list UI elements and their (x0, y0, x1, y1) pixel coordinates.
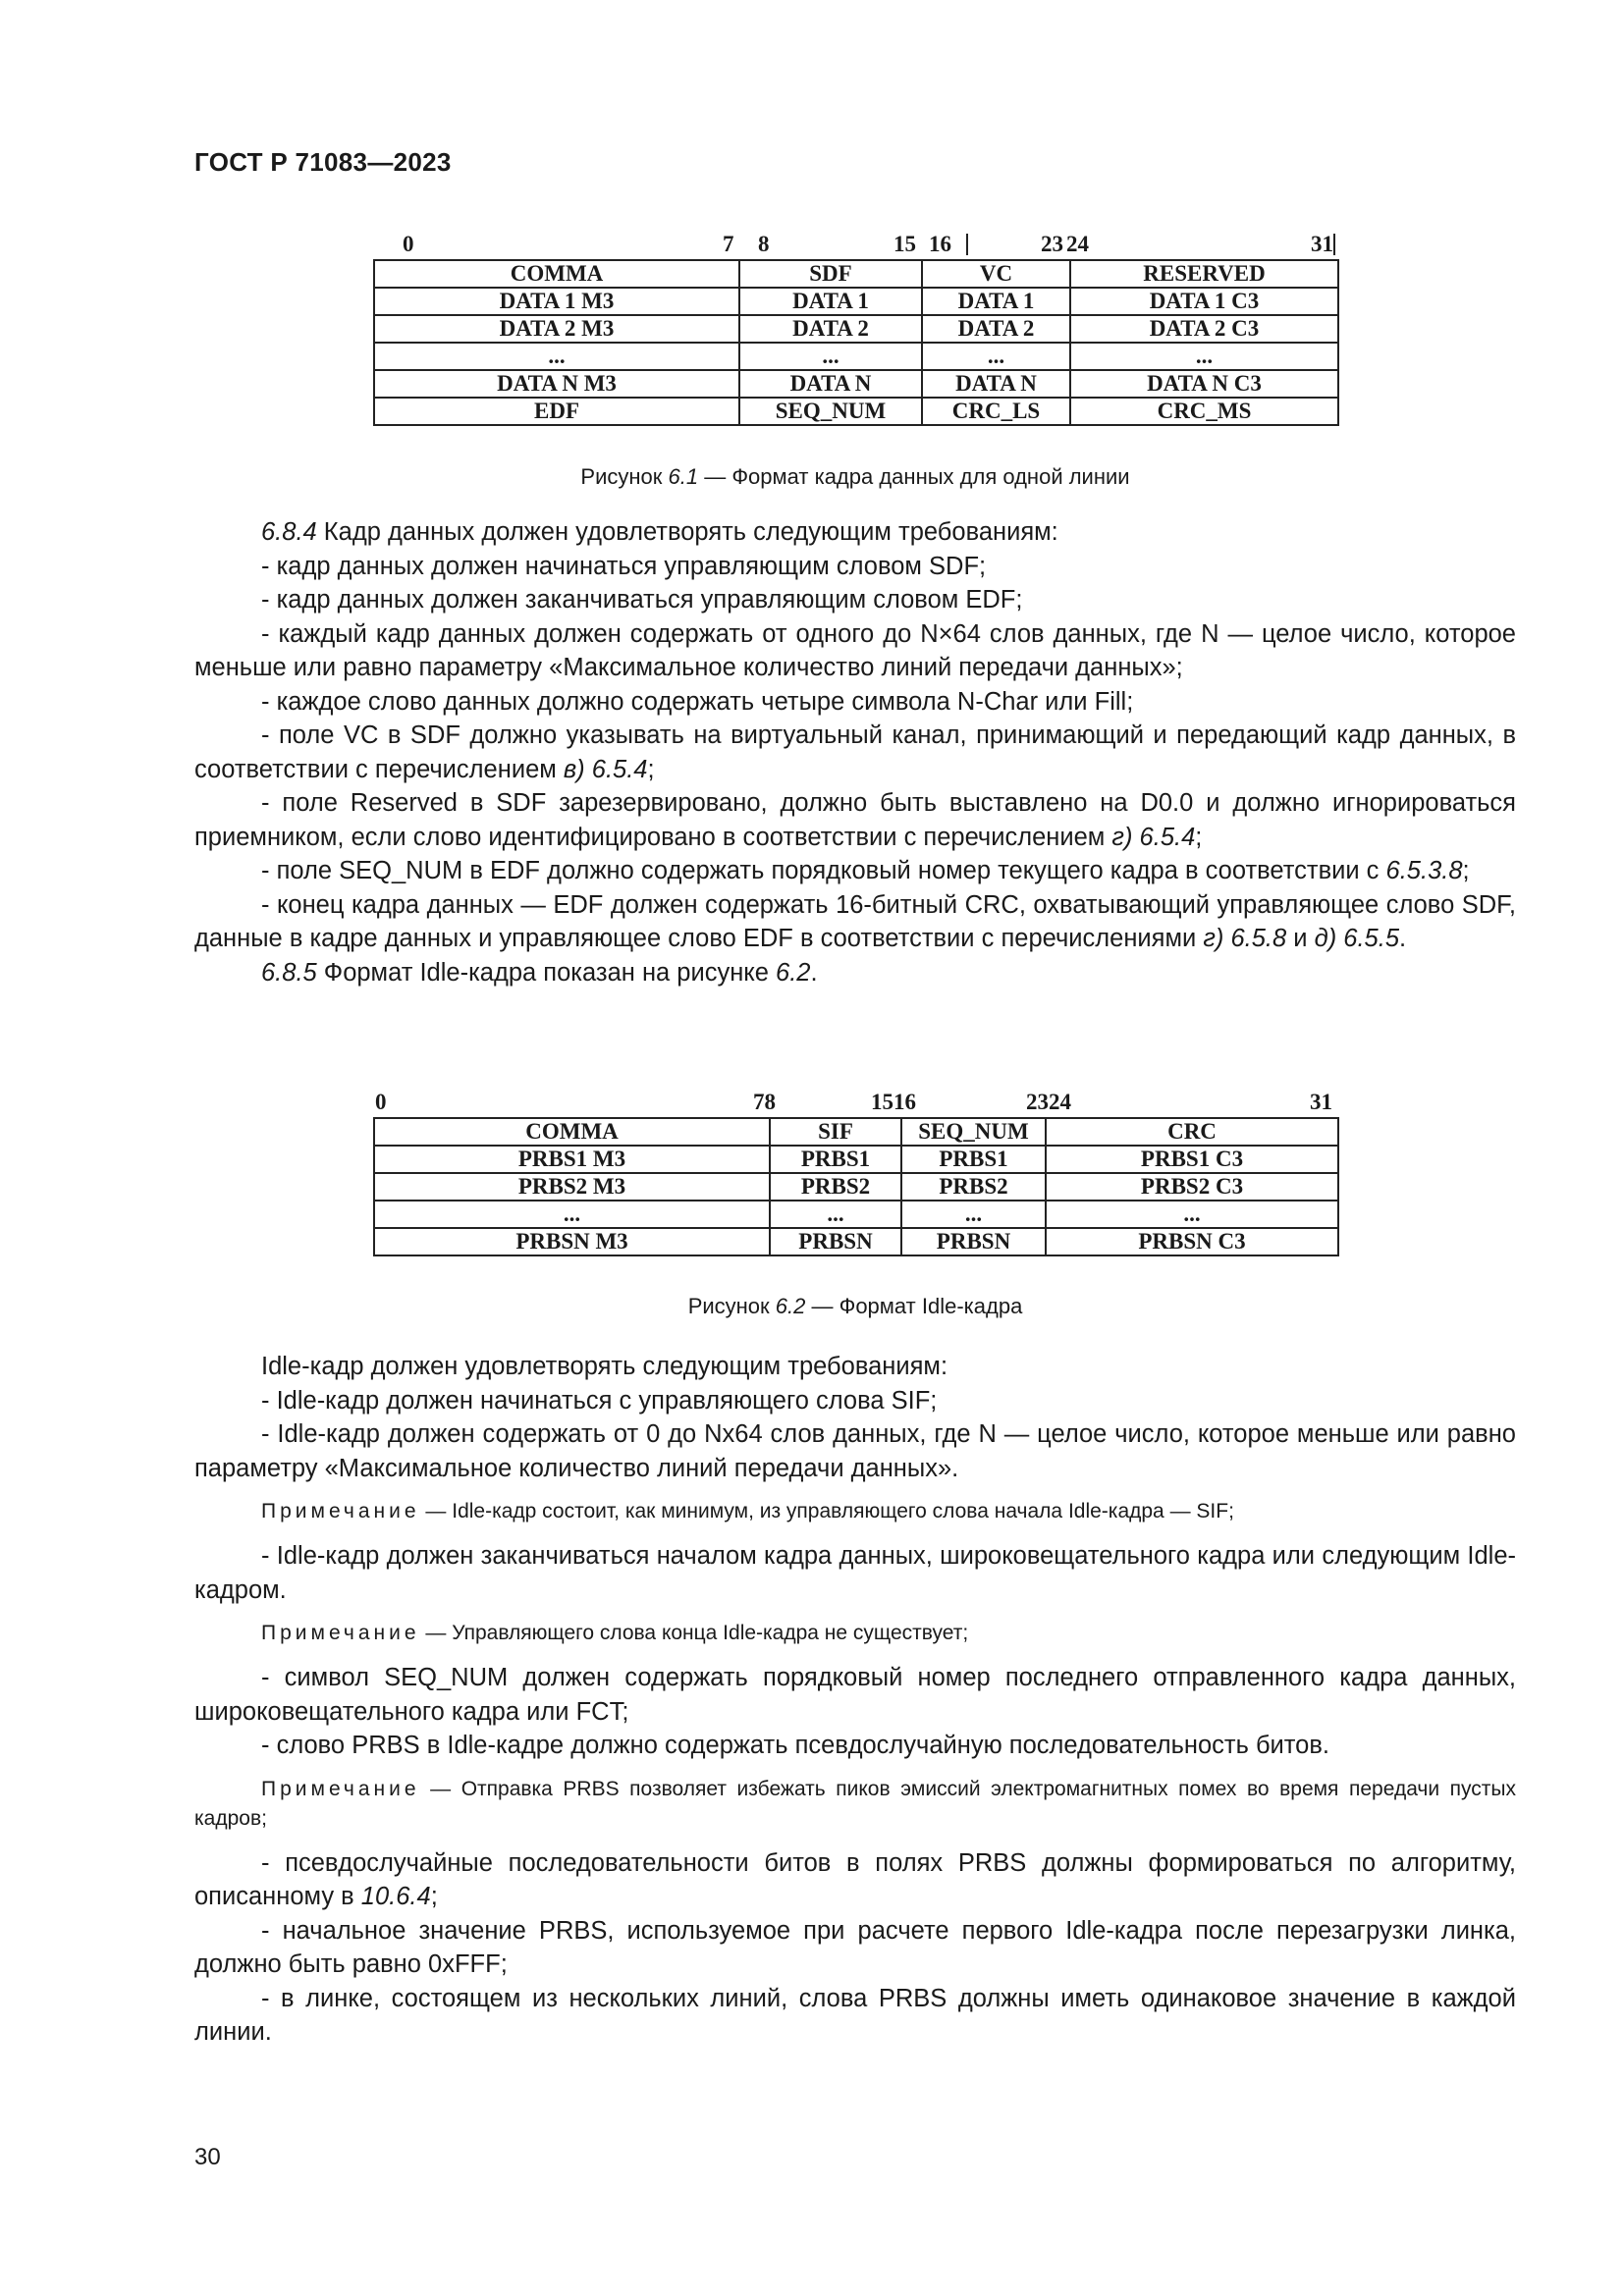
table-cell: PRBS2 (901, 1173, 1046, 1201)
caption-number: 6.1 (668, 464, 699, 489)
cross-reference: г) 6.5.8 (1203, 925, 1287, 952)
section-6-8-4 (194, 515, 1516, 989)
text: - поле Reserved в SDF зарезервировано, должно быть выставлено на D0.0 и должно игнорироваться приемником, если слово идентифицировано в соответствии с перечислением (194, 789, 1516, 851)
table-row (374, 1201, 1338, 1228)
table-cell: CRC_LS (922, 398, 1070, 425)
table-cell: COMMA (374, 1118, 770, 1146)
list-item: - каждый кадр данных должен содержать от одного до N×64 слов данных, где N — целое число, которое меньше или равно параметру «Максимальное количество линий передачи данных»; (194, 619, 1516, 681)
table-cell: ... (922, 343, 1070, 370)
note (194, 1619, 1516, 1648)
table-row (374, 1228, 1338, 1255)
table-row (374, 315, 1338, 343)
table-cell: PRBS1 C3 (1046, 1146, 1338, 1173)
figure-caption (373, 1294, 1337, 1319)
bit-label: 31 (1310, 1090, 1332, 1114)
list-item (194, 786, 1516, 854)
table-cell: SEQ_NUM (901, 1118, 1046, 1146)
paragraph: Idle-кадр должен удовлетворять следующим требованиям: (261, 1353, 948, 1380)
paragraph (194, 956, 1516, 990)
table-cell: DATA 1 (922, 288, 1070, 315)
table-cell: PRBS2 C3 (1046, 1173, 1338, 1201)
bit-label: 31 (1311, 232, 1333, 256)
figure-6-1 (373, 230, 1337, 426)
table-cell: PRBSN C3 (1046, 1228, 1338, 1255)
bit-label: 2324 (1026, 1090, 1071, 1114)
table-row (374, 260, 1338, 288)
table-cell: RESERVED (1070, 260, 1338, 288)
text: Формат Idle-кадра показан на рисунке (316, 958, 777, 987)
caption-prefix: Рисунок (687, 1294, 776, 1318)
table-cell: DATA 2 C3 (1070, 315, 1338, 343)
section-number: 6.8.4 (261, 518, 317, 546)
idle-frame-table (373, 1117, 1339, 1256)
table-cell: SDF (739, 260, 922, 288)
text: ; (1462, 857, 1470, 884)
caption-text: — Формат Idle-кадра (805, 1294, 1023, 1318)
bit-label: 78 (753, 1090, 776, 1114)
bit-label: 7 (723, 232, 734, 256)
page-number: 30 (194, 2144, 221, 2170)
table-cell: PRBS2 M3 (374, 1173, 770, 1201)
table-cell: DATA 2 (739, 315, 922, 343)
table-cell: DATA N M3 (374, 370, 739, 398)
table-cell: ... (374, 1201, 770, 1228)
note-label: Примечание (261, 1777, 420, 1800)
text: - поле SEQ_NUM в EDF должно содержать порядковый номер текущего кадра в соответствии с (261, 857, 1386, 884)
list-item (194, 854, 1516, 888)
table-cell: VC (922, 260, 1070, 288)
table-cell: ... (739, 343, 922, 370)
note (194, 1497, 1516, 1526)
text: - конец кадра данных — EDF должен содержать 16-битный CRC, охватывающий управляющее слово SDF, данные в кадре данных и управляющее слово EDF в соответствии с перечислениями (194, 890, 1516, 952)
list-item: - кадр данных должен начинаться управляющим словом SDF; (261, 552, 987, 580)
text: . (810, 958, 818, 987)
table-cell: DATA 1 C3 (1070, 288, 1338, 315)
text: ; (647, 755, 655, 783)
table-cell: ... (770, 1201, 901, 1228)
table-cell: SIF (770, 1118, 901, 1146)
table-cell: ... (1070, 343, 1338, 370)
document-header: ГОСТ Р 71083—2023 (194, 147, 452, 177)
cross-reference: 6.5.3.8 (1385, 857, 1463, 884)
cross-reference: 6.2 (776, 958, 811, 987)
cross-reference: в) 6.5.4 (563, 755, 648, 783)
table-cell: PRBS2 (770, 1173, 901, 1201)
table-cell: PRBSN (901, 1228, 1046, 1255)
note (194, 1775, 1516, 1834)
bit-label: 15 (893, 232, 916, 256)
table-cell: DATA 1 (739, 288, 922, 315)
bit-label: 1516 (871, 1090, 916, 1114)
text: . (1399, 925, 1407, 952)
table-cell: ... (1046, 1201, 1338, 1228)
table-cell: PRBSN M3 (374, 1228, 770, 1255)
table-row (374, 1118, 1338, 1146)
list-item: - начальное значение PRBS, используемое при расчете первого Idle-кадра после перезагрузки линка, должно быть равно 0xFFF; (194, 1916, 1516, 1978)
table-cell: PRBS1 (901, 1146, 1046, 1173)
cross-reference: г) 6.5.4 (1111, 823, 1196, 851)
figure-caption (373, 464, 1337, 490)
caption-text: — Формат кадра данных для одной линии (698, 464, 1130, 489)
data-frame-table (373, 259, 1339, 426)
list-item (194, 719, 1516, 786)
bit-label: 23 (1041, 232, 1063, 256)
table-cell: ... (374, 343, 739, 370)
bit-label: 8 (758, 232, 770, 256)
text: и (1286, 925, 1315, 952)
list-item: - кадр данных должен заканчиваться управляющим словом EDF; (261, 586, 1023, 614)
table-cell: PRBSN (770, 1228, 901, 1255)
list-item: - слово PRBS в Idle-кадре должно содержать псевдослучайную последовательность битов. (261, 1732, 1329, 1759)
table-cell: DATA 1 M3 (374, 288, 739, 315)
note-text: — Отправка PRBS позволяет избежать пиков эмиссий электромагнитных помех во время передачи пустых кадров; (194, 1777, 1516, 1830)
bit-label: 0 (375, 1090, 387, 1114)
note-text: — Управляющего слова конца Idle-кадра не существует; (419, 1622, 969, 1644)
table-cell: DATA 2 M3 (374, 315, 739, 343)
table-cell: DATA N (922, 370, 1070, 398)
note-label: Примечание (261, 1500, 420, 1522)
table-cell: COMMA (374, 260, 739, 288)
bit-scale (373, 230, 1337, 259)
text: Кадр данных должен удовлетворять следующим требованиям: (316, 518, 1058, 546)
caption-number: 6.2 (775, 1294, 806, 1318)
table-cell: CRC (1046, 1118, 1338, 1146)
bit-label: 24 (1066, 232, 1089, 256)
table-cell: ... (901, 1201, 1046, 1228)
list-item: - Idle-кадр должен заканчиваться началом кадра данных, широковещательного кадра или следующим Idle-кадром. (194, 1542, 1516, 1604)
cross-reference: д) 6.5.5 (1314, 925, 1399, 952)
bit-label: 16 (929, 232, 951, 256)
table-cell: SEQ_NUM (739, 398, 922, 425)
list-item (194, 888, 1516, 956)
bit-scale (373, 1088, 1337, 1117)
list-item: - символ SEQ_NUM должен содержать порядковый номер последнего отправленного кадра данных, широковещательного кадра или FCT; (194, 1664, 1516, 1726)
idle-requirements (194, 1350, 1516, 2050)
table-row (374, 1146, 1338, 1173)
list-item: - каждое слово данных должно содержать четыре символа N-Char или Fill; (261, 687, 1134, 716)
list-item: - Idle-кадр должен содержать от 0 до Nx64 слов данных, где N — целое число, которое меньше или равно параметру «Максимальное количество линий передачи данных». (194, 1420, 1516, 1482)
text: ; (430, 1883, 438, 1910)
table-cell: EDF (374, 398, 739, 425)
table-cell: DATA N (739, 370, 922, 398)
text: - псевдослучайные последовательности битов в полях PRBS должны формироваться по алгоритму, описанному в (194, 1848, 1516, 1910)
list-item: - Idle-кадр должен начинаться с управляющего слова SIF; (261, 1386, 938, 1415)
table-row (374, 1173, 1338, 1201)
note-label: Примечание (261, 1622, 420, 1644)
table-row (374, 398, 1338, 425)
paragraph (194, 515, 1516, 550)
text: - поле VC в SDF должно указывать на виртуальный канал, принимающий и передающий кадр данных, в соответствии с перечислением (194, 721, 1516, 783)
table-row (374, 288, 1338, 315)
note-text: — Idle-кадр состоит, как минимум, из управляющего слова начала Idle-кадра — SIF; (419, 1500, 1234, 1522)
text: ; (1195, 823, 1203, 851)
list-item: - в линке, состоящем из нескольких линий, слова PRBS должны иметь одинаковое значение в каждой линии. (194, 1984, 1516, 2046)
table-row (374, 370, 1338, 398)
bit-tick (1333, 234, 1335, 255)
table-cell: DATA 2 (922, 315, 1070, 343)
figure-6-2 (373, 1088, 1337, 1256)
list-item (194, 1846, 1516, 1914)
caption-prefix: Рисунок (580, 464, 669, 489)
table-cell: PRBS1 (770, 1146, 901, 1173)
table-row (374, 343, 1338, 370)
bit-tick (966, 234, 968, 255)
bit-label: 0 (403, 232, 414, 256)
section-number: 6.8.5 (261, 958, 317, 987)
table-cell: CRC_MS (1070, 398, 1338, 425)
table-cell: PRBS1 M3 (374, 1146, 770, 1173)
table-cell: DATA N C3 (1070, 370, 1338, 398)
cross-reference: 10.6.4 (360, 1883, 431, 1910)
